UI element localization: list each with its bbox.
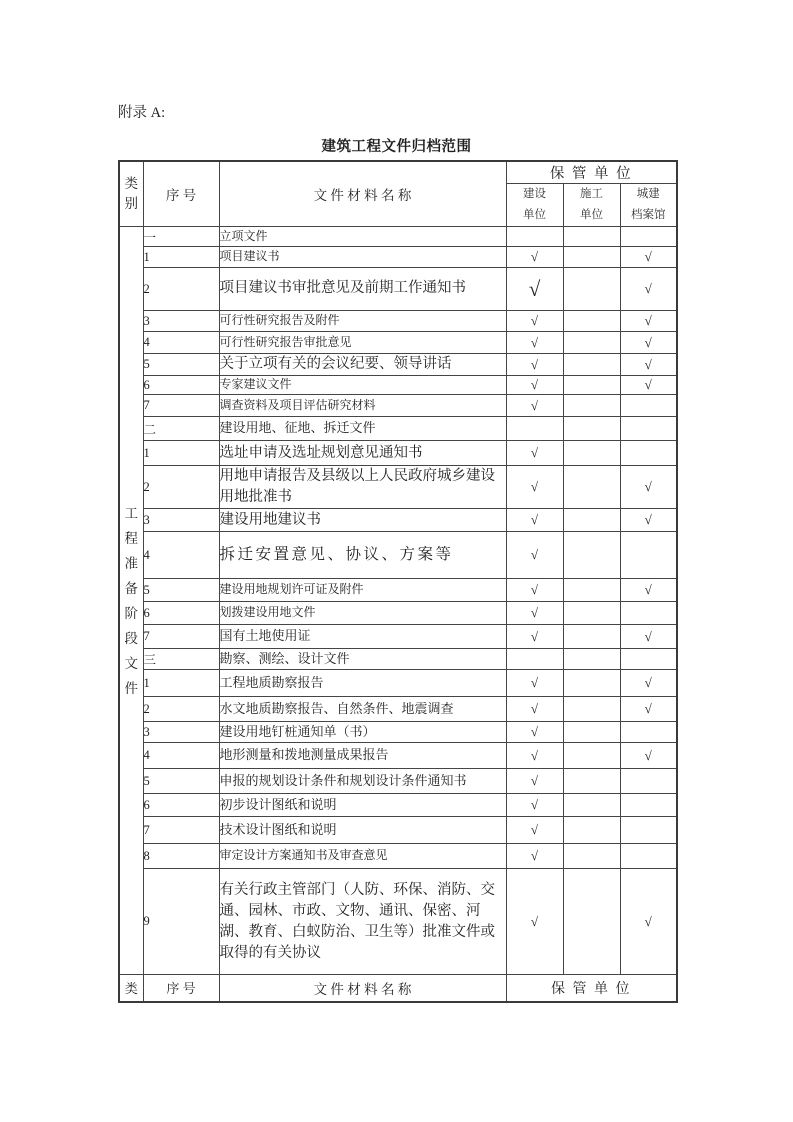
check-cell-c3: √: [620, 268, 677, 311]
check-cell-c2: [563, 509, 620, 532]
row-name: 审定设计方案通知书及审查意见: [219, 844, 506, 869]
table-body: [119, 227, 677, 975]
row-name: 用地申请报告及县级以上人民政府城乡建设用地批准书: [219, 466, 506, 509]
row-serial: 3: [143, 509, 219, 532]
row-serial: 6: [143, 794, 219, 817]
check-cell-c2: [563, 417, 620, 441]
check-cell-c1: √: [506, 769, 563, 794]
check-cell-c1: √: [506, 579, 563, 602]
check-cell-c1: √: [506, 670, 563, 697]
row-name: 拆迁安置意见、协议、方案等: [219, 532, 506, 579]
row-name: 项目建议书: [219, 247, 506, 268]
table-row: [119, 625, 677, 649]
check-cell-c2: [563, 769, 620, 794]
row-serial: 2: [143, 697, 219, 722]
row-name: 立项文件: [219, 227, 506, 247]
check-cell-c1: √: [506, 532, 563, 579]
table-row: [119, 354, 677, 376]
check-cell-c2: [563, 743, 620, 769]
check-cell-c2: [563, 441, 620, 466]
row-name: 工程地质勘察报告: [219, 670, 506, 697]
check-cell-c1: √: [506, 395, 563, 417]
check-cell-c3: [620, 602, 677, 625]
row-serial: 6: [143, 602, 219, 625]
header-contractor-unit-line2: 单位: [580, 209, 603, 221]
check-cell-c3: [620, 649, 677, 670]
check-cell-c3: √: [620, 743, 677, 769]
table-row: [119, 579, 677, 602]
check-cell-c1: √: [506, 625, 563, 649]
row-serial: 2: [143, 466, 219, 509]
footer-row: [119, 975, 677, 1002]
header-serial: 序 号: [143, 161, 219, 227]
table-row: [119, 722, 677, 743]
row-serial: 7: [143, 625, 219, 649]
table-row: [119, 466, 677, 509]
footer-name: 文 件 材 料 名 称: [219, 975, 506, 1002]
row-serial: 2: [143, 268, 219, 311]
check-cell-c2: [563, 697, 620, 722]
check-cell-c3: √: [620, 466, 677, 509]
row-serial: 1: [143, 247, 219, 268]
check-cell-c3: [620, 844, 677, 869]
row-serial: 3: [143, 311, 219, 332]
row-serial: 6: [143, 376, 219, 395]
footer-custody: 保 管 单 位: [506, 975, 677, 1002]
row-serial: 一: [143, 227, 219, 247]
check-cell-c2: [563, 869, 620, 975]
check-cell-c3: √: [620, 625, 677, 649]
check-cell-c2: [563, 376, 620, 395]
check-cell-c1: √: [506, 602, 563, 625]
check-cell-c3: [620, 227, 677, 247]
check-cell-c3: [620, 769, 677, 794]
header-construction-unit: [506, 184, 563, 227]
row-name: 选址申请及选址规划意见通知书: [219, 441, 506, 466]
footer-serial: 序 号: [143, 975, 219, 1002]
row-name: 专家建议文件: [219, 376, 506, 395]
table-row: [119, 670, 677, 697]
table-row: [119, 247, 677, 268]
row-name: 建设用地建议书: [219, 509, 506, 532]
row-name: 有关行政主管部门（人防、环保、消防、交通、园林、市政、文物、通讯、保密、河湖、教育、白蚁防治、卫生等）批准文件或取得的有关协议: [219, 869, 506, 975]
check-cell-c3: [620, 441, 677, 466]
check-cell-c3: [620, 417, 677, 441]
row-name: 申报的规划设计条件和规划设计条件通知书: [219, 769, 506, 794]
check-cell-c3: √: [620, 247, 677, 268]
row-serial: 1: [143, 670, 219, 697]
check-cell-c3: √: [620, 376, 677, 395]
row-serial: 9: [143, 869, 219, 975]
check-cell-c1: √: [506, 509, 563, 532]
footer-category: 类: [119, 975, 143, 1002]
table-row: [119, 532, 677, 579]
table-row: [119, 417, 677, 441]
table-row: [119, 311, 677, 332]
row-name: 建设用地规划许可证及附件: [219, 579, 506, 602]
row-name: 划拨建设用地文件: [219, 602, 506, 625]
archive-scope-table: [118, 160, 678, 1003]
row-serial: 7: [143, 817, 219, 844]
check-cell-c1: √: [506, 466, 563, 509]
check-cell-c2: [563, 332, 620, 354]
check-cell-c1: √: [506, 441, 563, 466]
check-cell-c1: √: [506, 354, 563, 376]
table-footer: [119, 975, 677, 1002]
check-cell-c3: √: [620, 869, 677, 975]
row-name: 关于立项有关的会议纪要、领导讲话: [219, 354, 506, 376]
check-cell-c2: [563, 722, 620, 743]
header-construction-unit-line2: 单位: [523, 209, 546, 221]
row-name: 国有土地使用证: [219, 625, 506, 649]
table-row: [119, 395, 677, 417]
check-cell-c3: √: [620, 509, 677, 532]
check-cell-c2: [563, 247, 620, 268]
header-contractor-unit-line1: 施工: [580, 188, 603, 200]
table-row: [119, 817, 677, 844]
header-custody: 保 管 单 位: [506, 161, 677, 184]
check-cell-c1: [506, 649, 563, 670]
check-cell-c1: [506, 417, 563, 441]
table-row: [119, 649, 677, 670]
row-serial: 5: [143, 769, 219, 794]
check-cell-c3: [620, 532, 677, 579]
table-row: [119, 509, 677, 532]
check-cell-c3: √: [620, 670, 677, 697]
check-cell-c1: √: [506, 869, 563, 975]
check-cell-c2: [563, 466, 620, 509]
row-name: 勘察、测绘、设计文件: [219, 649, 506, 670]
table-row: [119, 441, 677, 466]
check-cell-c2: [563, 395, 620, 417]
row-name: 可行性研究报告及附件: [219, 311, 506, 332]
row-name: 建设用地、征地、拆迁文件: [219, 417, 506, 441]
check-cell-c2: [563, 579, 620, 602]
table-row: [119, 227, 677, 247]
row-serial: 5: [143, 354, 219, 376]
row-name: 水文地质勘察报告、自然条件、地震调查: [219, 697, 506, 722]
row-name: 技术设计图纸和说明: [219, 817, 506, 844]
row-name: 建设用地钉桩通知单（书）: [219, 722, 506, 743]
check-cell-c3: √: [620, 697, 677, 722]
check-cell-c1: √: [506, 376, 563, 395]
row-serial: 4: [143, 332, 219, 354]
row-name: 初步设计图纸和说明: [219, 794, 506, 817]
check-cell-c1: [506, 227, 563, 247]
check-cell-c2: [563, 817, 620, 844]
appendix-label: 附录 A:: [118, 105, 166, 121]
check-cell-c2: [563, 532, 620, 579]
row-serial: 1: [143, 441, 219, 466]
row-serial: 4: [143, 743, 219, 769]
header-name: 文 件 材 料 名 称: [219, 161, 506, 227]
check-cell-c3: √: [620, 579, 677, 602]
check-cell-c1: √: [506, 817, 563, 844]
check-cell-c1: √: [506, 722, 563, 743]
check-cell-c3: [620, 794, 677, 817]
header-construction-unit-line1: 建设: [523, 188, 546, 200]
check-cell-c2: [563, 794, 620, 817]
check-cell-c1: √: [506, 794, 563, 817]
check-cell-c3: √: [620, 354, 677, 376]
row-name: 地形测量和拨地测量成果报告: [219, 743, 506, 769]
check-cell-c3: √: [620, 311, 677, 332]
table-header: [119, 161, 677, 227]
category-label-vertical: 工程准备阶段文件: [119, 227, 143, 975]
check-cell-c2: [563, 649, 620, 670]
header-contractor-unit: [563, 184, 620, 227]
check-cell-c2: [563, 227, 620, 247]
header-urban-archive: [620, 184, 677, 227]
check-cell-c2: [563, 602, 620, 625]
check-cell-c2: [563, 670, 620, 697]
row-name: 可行性研究报告审批意见: [219, 332, 506, 354]
check-cell-c2: [563, 354, 620, 376]
check-cell-c2: [563, 844, 620, 869]
row-serial: 7: [143, 395, 219, 417]
table-row: [119, 844, 677, 869]
check-cell-c1: √: [506, 743, 563, 769]
table-row: [119, 794, 677, 817]
table-row: [119, 869, 677, 975]
table-row: [119, 268, 677, 311]
check-cell-c2: [563, 311, 620, 332]
row-name: 项目建议书审批意见及前期工作通知书: [219, 268, 506, 311]
table-row: [119, 332, 677, 354]
header-category: 类别: [119, 161, 143, 227]
check-cell-c2: [563, 625, 620, 649]
check-cell-c3: [620, 817, 677, 844]
row-name: 调查资料及项目评估研究材料: [219, 395, 506, 417]
row-serial: 3: [143, 722, 219, 743]
check-cell-c1: √: [506, 332, 563, 354]
table-row: [119, 743, 677, 769]
check-cell-c1: √: [506, 311, 563, 332]
check-cell-c3: [620, 395, 677, 417]
check-cell-c1: √: [506, 844, 563, 869]
row-serial: 二: [143, 417, 219, 441]
check-cell-c2: [563, 268, 620, 311]
table-row: [119, 602, 677, 625]
row-serial: 4: [143, 532, 219, 579]
table-row: [119, 697, 677, 722]
header-urban-archive-line2: 档案馆: [631, 209, 666, 221]
check-cell-c1: √: [506, 247, 563, 268]
header-urban-archive-line1: 城建: [636, 188, 660, 200]
row-serial: 三: [143, 649, 219, 670]
check-cell-c1: √: [506, 697, 563, 722]
check-cell-c3: √: [620, 332, 677, 354]
table-row: [119, 376, 677, 395]
check-cell-c1: √: [506, 268, 563, 311]
row-serial: 5: [143, 579, 219, 602]
table-row: [119, 769, 677, 794]
page-title: 建筑工程文件归档范围: [321, 139, 472, 155]
check-cell-c3: [620, 722, 677, 743]
row-serial: 8: [143, 844, 219, 869]
